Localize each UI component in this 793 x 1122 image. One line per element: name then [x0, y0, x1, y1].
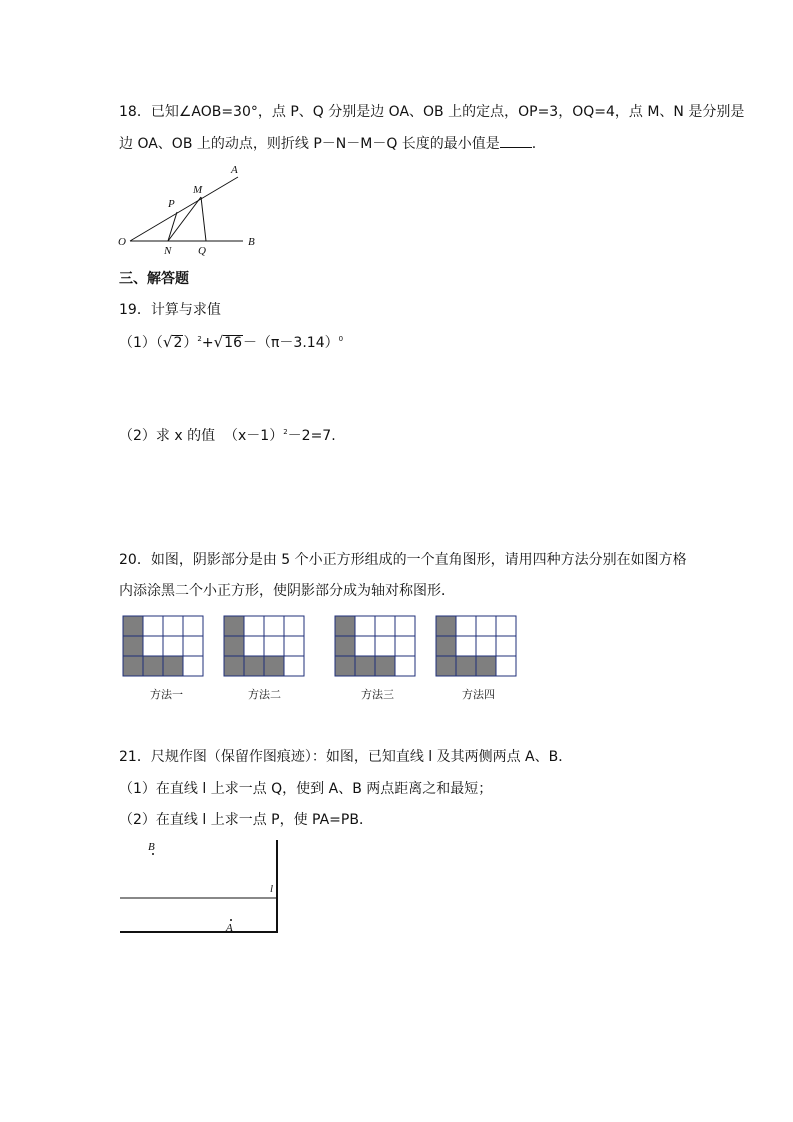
- q20-line2: 内添涂黑二个小正方形，使阴影部分成为轴对称图形．: [119, 583, 455, 599]
- grid2-cell-r1-c1: [244, 636, 264, 656]
- exponent-0: 0: [338, 335, 344, 343]
- grid-caption-2: 方法二: [248, 688, 281, 701]
- grid2-cell-r2-c2: [264, 656, 284, 676]
- q21-figure: [118, 838, 283, 938]
- label-b: B: [248, 236, 255, 248]
- q19-part2-label: （2）求 x 的值: [119, 428, 216, 444]
- label-n: N: [164, 245, 172, 257]
- pi-term: －（π－3.14）: [243, 335, 339, 351]
- label-m: M: [193, 184, 203, 196]
- grid1-cell-r0-c3: [183, 616, 203, 636]
- label-a: A: [231, 164, 238, 176]
- q21-line1: 21．尺规作图（保留作图痕迹）：如图，已知直线 l 及其两侧两点 A、B．: [119, 749, 573, 765]
- grid4-cell-r0-c0: [436, 616, 456, 636]
- grid1-cell-r2-c0: [123, 656, 143, 676]
- grid3-cell-r0-c2: [375, 616, 395, 636]
- exponent-2: 2: [197, 335, 202, 343]
- grid4-cell-r1-c2: [476, 636, 496, 656]
- plus-sign: +: [201, 335, 214, 351]
- sqrt-sign-icon: √: [213, 333, 224, 351]
- q18-angle-figure: [115, 160, 265, 258]
- point-a-dot: [230, 919, 232, 921]
- grid1-cell-r2-c2: [163, 656, 183, 676]
- q18-line1: 18．已知∠AOB=30°，点 P、Q 分别是边 OA、OB 上的定点，OP=3，OQ=4，点 M、N 是分别是: [119, 104, 745, 120]
- radicand-2: 2: [173, 335, 183, 351]
- grid1-cell-r1-c3: [183, 636, 203, 656]
- grid4-cell-r2-c1: [456, 656, 476, 676]
- q21-line2: （1）在直线 l 上求一点 Q，使到 A、B 两点距离之和最短；: [119, 781, 493, 797]
- grid2-cell-r0-c3: [284, 616, 304, 636]
- grid1-cell-r0-c2: [163, 616, 183, 636]
- grid3-cell-r1-c1: [355, 636, 375, 656]
- grid4-cell-r2-c2: [476, 656, 496, 676]
- section-heading: 三、解答题: [119, 271, 189, 287]
- grid-caption-1: 方法一: [150, 688, 183, 701]
- grid-caption-3: 方法三: [361, 688, 394, 701]
- q19-part2-expr: （x－1）: [224, 428, 284, 444]
- answer-blank: [500, 134, 532, 148]
- grid2-cell-r0-c0: [224, 616, 244, 636]
- radicand-16: 16: [224, 335, 242, 351]
- sqrt-sign-icon: √: [162, 333, 173, 351]
- grid3-cell-r1-c3: [395, 636, 415, 656]
- grid4-cell-r2-c3: [496, 656, 516, 676]
- grid1-cell-r2-c3: [183, 656, 203, 676]
- grid3-cell-r0-c0: [335, 616, 355, 636]
- exponent-2: 2: [283, 428, 288, 436]
- grid4-cell-r1-c1: [456, 636, 476, 656]
- grid3-cell-r2-c2: [375, 656, 395, 676]
- paren-close: ）: [183, 335, 198, 351]
- q18-line2-text: 边 OA、OB 上的动点，则折线 P－N－M－Q 长度的最小值是: [119, 136, 500, 152]
- q19-part2-rest: －2=7.: [287, 428, 336, 444]
- label-o: O: [118, 236, 126, 248]
- label-l: l: [270, 883, 274, 895]
- grid2-cell-r1-c0: [224, 636, 244, 656]
- grid4-cell-r0-c3: [496, 616, 516, 636]
- grid3-cell-r1-c0: [335, 636, 355, 656]
- grid4-cell-r1-c3: [496, 636, 516, 656]
- grid2-cell-r2-c3: [284, 656, 304, 676]
- grid4-cell-r0-c1: [456, 616, 476, 636]
- q19-part1-label: （1）: [119, 335, 156, 351]
- grid2-cell-r0-c2: [264, 616, 284, 636]
- grid1-cell-r1-c0: [123, 636, 143, 656]
- q20-line1: 20．如图，阴影部分是由 5 个小正方形组成的一个直角图形，请用四种方法分别在如图方格: [119, 552, 687, 568]
- grid2-cell-r1-c2: [264, 636, 284, 656]
- label-b: B: [148, 841, 155, 853]
- grid2-cell-r0-c1: [244, 616, 264, 636]
- grid4-cell-r0-c2: [476, 616, 496, 636]
- q18-period: .: [531, 136, 537, 152]
- grid1-cell-r1-c2: [163, 636, 183, 656]
- grid2-cell-r2-c0: [224, 656, 244, 676]
- q19-title: 19．计算与求值: [119, 302, 221, 318]
- segment-mq: [201, 197, 206, 241]
- grid1-cell-r2-c1: [143, 656, 163, 676]
- q18-line2: [119, 134, 536, 153]
- grid1-cell-r0-c0: [123, 616, 143, 636]
- point-b-dot: [152, 853, 154, 855]
- grid3-cell-r2-c3: [395, 656, 415, 676]
- grid1-cell-r1-c1: [143, 636, 163, 656]
- grid4-cell-r2-c0: [436, 656, 456, 676]
- paren-open: （: [155, 335, 163, 351]
- grid-caption-4: 方法四: [462, 688, 495, 701]
- label-q: Q: [198, 245, 206, 257]
- grid3-cell-r2-c0: [335, 656, 355, 676]
- q21-line3: （2）在直线 l 上求一点 P，使 PA=PB．: [119, 812, 373, 828]
- ray-oa: [130, 177, 238, 241]
- grid1-cell-r0-c1: [143, 616, 163, 636]
- q19-part2: [119, 427, 336, 447]
- grid3-cell-r0-c3: [395, 616, 415, 636]
- label-a: A: [226, 922, 233, 934]
- grid2-cell-r2-c1: [244, 656, 264, 676]
- grid3-cell-r0-c1: [355, 616, 375, 636]
- grid4-cell-r1-c0: [436, 636, 456, 656]
- grid-figures: [0, 610, 793, 680]
- q19-part1: [119, 333, 343, 354]
- grid3-cell-r2-c1: [355, 656, 375, 676]
- grid3-cell-r1-c2: [375, 636, 395, 656]
- label-p: P: [168, 198, 175, 210]
- grid2-cell-r1-c3: [284, 636, 304, 656]
